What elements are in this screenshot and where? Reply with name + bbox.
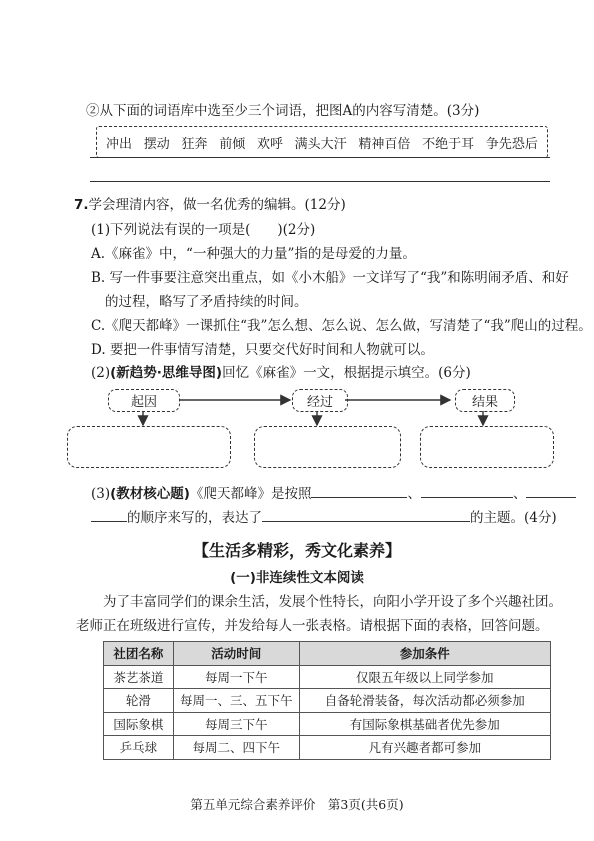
table-row bbox=[104, 736, 551, 760]
fill-blank[interactable] bbox=[262, 507, 470, 522]
table-cell: 乒乓球 bbox=[104, 736, 174, 760]
intro-paragraph-line-2: 老师正在班级进行宣传，并发给每人一张表格。请根据下面的表格，回答问题。 bbox=[76, 618, 549, 634]
mind-map-answer-box-process[interactable] bbox=[254, 426, 401, 468]
sub-question-number: (3) bbox=[91, 486, 111, 502]
mind-map-label: 结果 bbox=[471, 395, 498, 410]
mind-map-answer-box-cause[interactable] bbox=[67, 426, 231, 468]
sub-question-number: (2) bbox=[91, 365, 111, 381]
sub-question-text: 的顺序来写的，表达了 bbox=[127, 510, 262, 526]
sub-question-text: 《爬天都峰》是按照 bbox=[189, 486, 312, 502]
question-number: 7. bbox=[74, 197, 89, 213]
separator: 、 bbox=[407, 486, 421, 502]
option-b-continued: 的过程，略写了矛盾持续的时间。 bbox=[105, 294, 308, 310]
word-bank-item: 摆动 bbox=[143, 136, 170, 152]
question-2-prompt: ②从下面的词语库中选至少三个词语，把图A的内容写清楚。(3分) bbox=[86, 103, 480, 119]
mind-map-label: 起因 bbox=[130, 395, 157, 410]
table-cell: 每周二、四下午 bbox=[173, 736, 299, 760]
fill-blank[interactable] bbox=[311, 483, 407, 498]
table-header-cell: 活动时间 bbox=[173, 642, 299, 666]
section-title: 【生活多精彩，秀文化素养】 bbox=[192, 541, 401, 560]
intro-paragraph-line-1: 为了丰富同学们的课余生活，发展个性特长，向阳小学开设了多个兴趣社团。 bbox=[103, 594, 562, 610]
question-text: 学会理清内容，做一名优秀的编辑。(12分) bbox=[88, 197, 346, 213]
mind-map-result-node bbox=[455, 389, 515, 412]
mind-map-cause-node bbox=[108, 389, 180, 412]
table-row bbox=[104, 712, 551, 736]
separator: 、 bbox=[512, 486, 527, 502]
page-footer: 第五单元综合素养评价 第3页(共6页) bbox=[190, 797, 404, 812]
table-cell: 每周一、三、五下午 bbox=[173, 689, 299, 713]
option-a: A.《麻雀》中，“一种强大的力量”指的是母爱的力量。 bbox=[91, 246, 416, 262]
option-d: D. 要把一件事情写清楚，只要交代好时间和人物就可以。 bbox=[91, 342, 434, 358]
table-row bbox=[104, 665, 551, 689]
option-b: B. 写一件事要注意突出重点，如《小木船》一文详写了“我”和陈明闹矛盾、和好 bbox=[91, 270, 569, 286]
word-bank-item: 狂奔 bbox=[181, 136, 208, 152]
table-cell: 凡有兴趣者都可参加 bbox=[299, 736, 550, 760]
club-table bbox=[103, 641, 551, 760]
table-row bbox=[104, 689, 551, 713]
sub-question-text: 的主题。(4分) bbox=[470, 510, 557, 526]
table-cell: 轮滑 bbox=[104, 689, 174, 713]
table-cell: 每周三下午 bbox=[173, 712, 299, 736]
table-cell: 自备轮滑装备，每次活动都必须参加 bbox=[299, 689, 550, 713]
sub-question-3-continued bbox=[91, 506, 557, 526]
table-cell: 茶艺茶道 bbox=[104, 665, 174, 689]
question-tag: (新趋势·思维导图) bbox=[110, 365, 223, 381]
fill-blank[interactable] bbox=[421, 483, 513, 498]
option-c: C.《爬天都峰》一课抓住“我”怎么想、怎么说、怎么做，写清楚了“我”爬山的过程。 bbox=[91, 318, 592, 334]
word-bank-item: 争先恐后 bbox=[485, 136, 538, 152]
word-bank-item: 冲出 bbox=[106, 136, 133, 152]
word-bank-item: 欢呼 bbox=[256, 136, 283, 152]
sub-question-1: (1)下列说法有误的一项是( )(2分) bbox=[91, 222, 316, 238]
table-cell: 每周一下午 bbox=[173, 665, 299, 689]
mind-map-answer-box-result[interactable] bbox=[420, 426, 554, 468]
table-header-row bbox=[104, 642, 551, 666]
section-subtitle: (一)非连续性文本阅读 bbox=[230, 570, 364, 586]
table-header-cell: 参加条件 bbox=[299, 642, 550, 666]
sub-question-text: 回忆《麻雀》一文，根据提示填空。(6分) bbox=[222, 365, 471, 381]
word-bank-item: 满头大汗 bbox=[294, 136, 347, 152]
mind-map-process-node bbox=[292, 389, 348, 412]
fill-blank[interactable] bbox=[91, 507, 127, 522]
word-bank-item: 不绝于耳 bbox=[422, 136, 475, 152]
table-cell: 国际象棋 bbox=[104, 712, 174, 736]
table-cell: 有国际象棋基础者优先参加 bbox=[299, 712, 550, 736]
mind-map-label: 经过 bbox=[306, 395, 333, 410]
word-bank-item: 精神百倍 bbox=[358, 136, 411, 152]
sub-question-3 bbox=[91, 482, 576, 502]
table-cell: 仅限五年级以上同学参加 bbox=[299, 665, 550, 689]
word-bank-item: 前倾 bbox=[219, 136, 246, 152]
table-header-cell: 社团名称 bbox=[104, 642, 174, 666]
question-tag: (教材核心题) bbox=[110, 486, 190, 502]
fill-blank[interactable] bbox=[526, 483, 576, 498]
